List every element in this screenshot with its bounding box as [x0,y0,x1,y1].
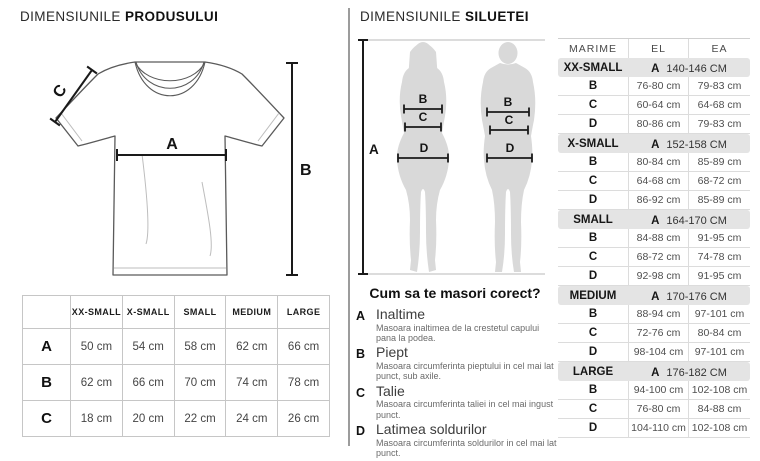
cell-value: 58 cm [174,329,226,365]
size-label: SMALL [558,210,628,229]
measurement-row [558,305,750,324]
measure-letter: D [558,267,628,286]
measure-letter: D [558,343,628,362]
measurement-row [558,191,750,210]
cell-value: 74 cm [226,365,278,401]
guide-desc: Masoara circumferinta taliei in cel mai ingust punct. [376,399,554,420]
height-range-cell [628,210,750,229]
cell-value: 50 cm [71,329,123,365]
guide-desc: Masoara circumferinta pieptului in cel mai lat punct, sub axile. [376,361,554,382]
guide-item-b [356,345,554,381]
col-small: SMALL [174,296,226,329]
middle-title-bold: SILUETEI [464,9,529,24]
ea-value: 80-84 cm [688,324,750,343]
measure-line-a [358,40,368,274]
measuring-guide [356,285,557,461]
label-c: C [50,81,71,102]
measure-letter: B [558,77,628,96]
guide-term: Inaltime [376,306,426,322]
measurement-row [558,96,750,115]
left-section-title [20,9,218,24]
row-label: A [23,329,71,365]
left-title-bold: PRODUSULUI [124,9,219,24]
cell-value: 62 cm [71,365,123,401]
range-value: 176-182 CM [666,366,727,379]
measure-letter: B [558,381,628,400]
table-row-a [23,329,330,365]
guide-term: Talie [376,382,405,399]
measure-letter: A [651,290,660,303]
size-label: MEDIUM [558,286,628,305]
el-value: 92-98 cm [628,267,688,286]
size-section-row [558,134,750,153]
measure-letter: A [651,62,660,75]
ea-value: 102-108 cm [688,381,750,400]
section-divider [348,8,350,446]
el-value: 88-94 cm [628,305,688,324]
cell-value: 62 cm [226,329,278,365]
el-value: 76-80 cm [628,400,688,419]
ea-value: 91-95 cm [688,229,750,248]
guide-item-a [356,307,554,343]
guide-letter: B [356,347,366,362]
measurement-row [558,115,750,134]
measure-letter: A [651,214,660,227]
ea-value: 85-89 cm [688,191,750,210]
measure-letter: C [558,324,628,343]
row-label: B [23,365,71,401]
measure-letter: B [558,153,628,172]
cell-value: 54 cm [122,329,174,365]
col-large: LARGE [278,296,330,329]
female-silhouette [397,42,449,272]
label-b: B [300,162,312,179]
el-value: 72-76 cm [628,324,688,343]
col-xx-small: XX-SMALL [71,296,123,329]
measurement-row [558,381,750,400]
cell-value: 20 cm [122,401,174,437]
middle-title-regular: DIMENSIUNILE [360,9,461,24]
size-section-row [558,210,750,229]
measure-letter: D [558,419,628,438]
ea-value: 68-72 cm [688,172,750,191]
table-row-b [23,365,330,401]
height-range-cell [628,286,750,305]
guide-desc: Masoara inaltimea de la crestetul capului pana la podea. [376,322,540,344]
ea-value: 84-88 cm [688,400,750,419]
corner-cell [23,296,71,329]
ea-value: 79-83 cm [688,115,750,134]
el-value: 80-84 cm [628,153,688,172]
col-x-small: X-SMALL [122,296,174,329]
height-range-cell [628,58,750,77]
col-marime: MARIME [569,42,617,55]
measurement-row [558,419,750,438]
col-medium: MEDIUM [226,296,278,329]
col-el: EL [628,39,688,58]
ea-value: 97-101 cm [688,305,750,324]
measurement-row [558,343,750,362]
el-value: 80-86 cm [628,115,688,134]
range-value: 140-146 CM [666,62,727,75]
row-label: C [23,401,71,437]
cell-value: 24 cm [226,401,278,437]
measure-line-b [286,63,298,275]
label-b: B [503,95,513,109]
label-c: C [418,110,428,124]
guide-desc: Masoara circumferinta soldurilor in cel mai lat punct. [376,437,557,459]
guide-letter: C [356,385,366,400]
ea-value: 79-83 cm [688,77,750,96]
ea-value: 91-95 cm [688,267,750,286]
el-value: 84-88 cm [628,229,688,248]
range-value: 152-158 CM [666,138,727,151]
guide-item-d [356,421,557,459]
el-value: 98-104 cm [628,343,688,362]
ea-value: 85-89 cm [688,153,750,172]
label-b: B [418,92,428,106]
size-section-row [558,286,750,305]
size-label: X-SMALL [558,134,628,153]
cell-value: 18 cm [71,401,123,437]
cell-value: 26 cm [278,401,330,437]
el-value: 86-92 cm [628,191,688,210]
silhouette-diagram [358,32,548,280]
product-table-header-row [23,296,330,329]
measure-letter: C [558,172,628,191]
size-section-row [558,58,750,77]
fit-size-table [558,38,750,438]
label-d: D [505,141,515,155]
guide-heading: Cum sa te masori corect? [369,285,541,301]
measurement-row [558,267,750,286]
measure-letter: D [558,191,628,210]
label-a: A [166,136,178,153]
measure-letter: C [558,248,628,267]
cell-value: 70 cm [174,365,226,401]
cell-value: 78 cm [278,365,330,401]
ea-value: 74-78 cm [688,248,750,267]
measure-letter: D [558,115,628,134]
measurement-row [558,324,750,343]
el-value: 64-68 cm [628,172,688,191]
el-value: 104-110 cm [628,419,688,438]
cell-value: 66 cm [278,329,330,365]
el-value: 68-72 cm [628,248,688,267]
measure-letter: C [558,400,628,419]
size-section-row [558,362,750,381]
guide-letter: D [356,424,366,439]
height-range-cell [628,362,750,381]
product-size-table [22,295,330,437]
measure-letter: A [651,138,660,151]
middle-section-title [360,9,529,24]
label-d: D [419,141,429,155]
measure-letter: A [651,366,660,379]
range-value: 164-170 CM [666,214,727,227]
table-row-c [23,401,330,437]
ea-value: 102-108 cm [688,419,750,438]
measure-letter: B [558,229,628,248]
label-c: C [504,113,514,127]
el-value: 94-100 cm [628,381,688,400]
cell-value: 66 cm [122,365,174,401]
fit-table-header [558,39,750,58]
measurement-row [558,153,750,172]
male-silhouette [481,42,536,272]
guide-term: Piept [376,344,408,361]
measurement-row [558,248,750,267]
el-value: 60-64 cm [628,96,688,115]
cell-value: 22 cm [174,401,226,437]
measure-letter: C [558,96,628,115]
label-a: A [369,142,379,157]
left-title-regular: DIMENSIUNILE [20,9,121,24]
measurement-row [558,400,750,419]
measure-letter: B [558,305,628,324]
measurement-row [558,229,750,248]
height-range-cell [628,134,750,153]
size-label: LARGE [558,362,628,381]
el-value: 76-80 cm [628,77,688,96]
measurement-row [558,77,750,96]
range-value: 170-176 CM [666,290,727,303]
ea-value: 97-101 cm [688,343,750,362]
measurement-row [558,172,750,191]
col-ea: EA [688,39,750,58]
guide-letter: A [356,309,366,323]
ea-value: 64-68 cm [688,96,750,115]
guide-term: Latimea soldurilor [376,421,487,438]
guide-item-c [356,384,554,420]
tshirt-diagram [20,42,330,288]
tshirt-outline [56,62,284,275]
size-label: XX-SMALL [558,58,628,77]
